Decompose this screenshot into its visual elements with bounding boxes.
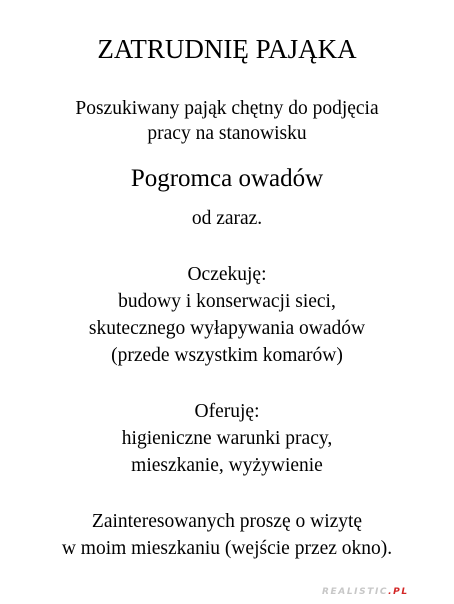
intro-line-2: pracy na stanowisku [147, 123, 307, 144]
expectation-line-3: (przede wszystkim komarów) [111, 345, 343, 366]
watermark-logo [322, 582, 446, 598]
expectations-heading: Oczekuję: [187, 264, 267, 285]
site-watermark [322, 582, 446, 598]
ad-title: ZATRUDNIĘ PAJĄKA [97, 34, 357, 64]
expectation-line-2: skutecznego wyłapywania owadów [88, 318, 366, 339]
offer-line-1: higieniczne warunki pracy, [121, 428, 333, 449]
offer-line-2: mieszkanie, wyżywienie [131, 455, 323, 476]
offer-heading: Oferuję: [194, 401, 260, 422]
watermark-accent-text: .PL [388, 587, 409, 597]
intro-line-1: Poszukiwany pająk chętny do podjęcia [75, 98, 379, 119]
position-name: Pogromca owadów [130, 165, 324, 192]
closing-line-2: w moim mieszkaniu (wejście przez okno). [61, 538, 393, 559]
start-date: od zaraz. [191, 208, 263, 229]
expectation-line-1: budowy i konserwacji sieci, [118, 291, 336, 312]
closing-line-1: Zainteresowanych proszę o wizytę [91, 511, 363, 532]
svg-text:REALISTIC.PL [322, 587, 409, 597]
watermark-main-text: REALISTIC [322, 587, 389, 597]
